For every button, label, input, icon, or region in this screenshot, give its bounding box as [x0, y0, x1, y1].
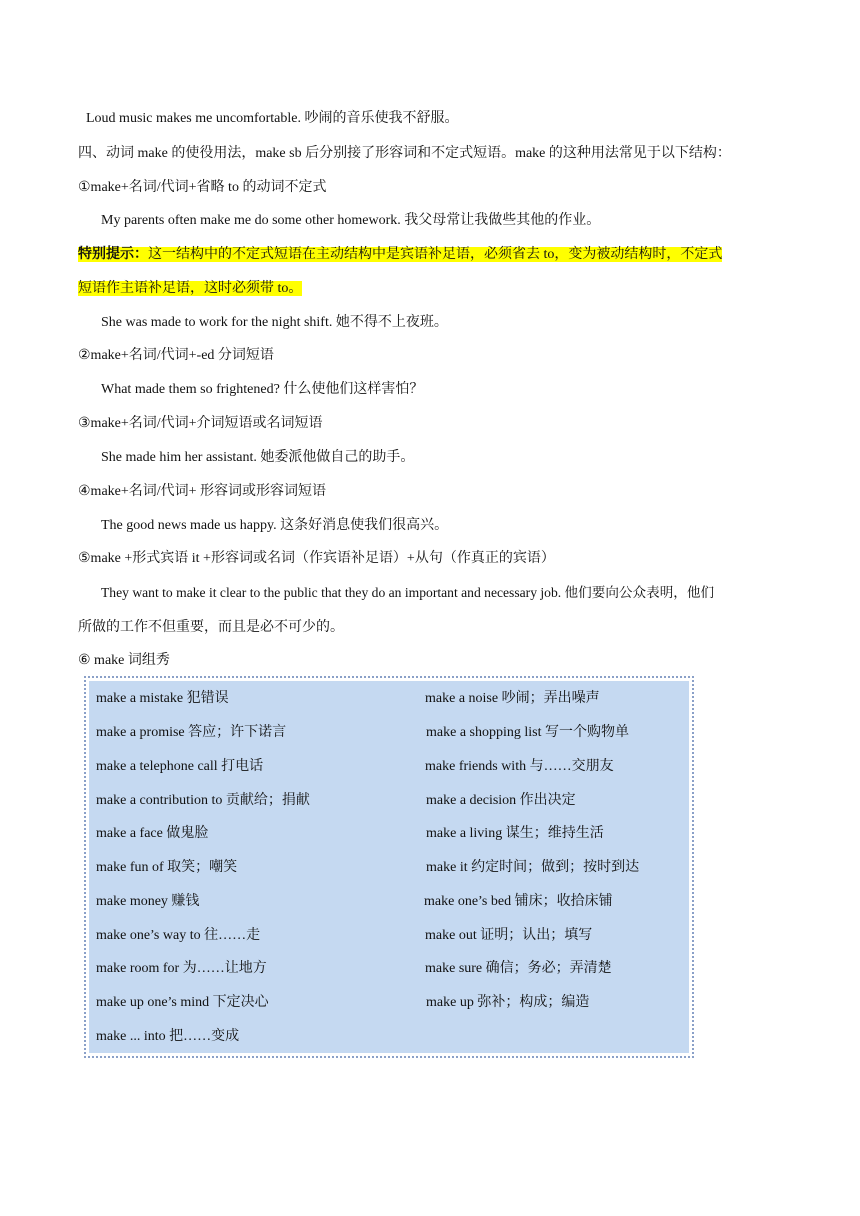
phrase-left: make a contribution to 贡献给；捐献	[96, 793, 310, 808]
phrase-left: make a telephone call 打电话	[96, 759, 264, 774]
example-night-shift: She was made to work for the night shift. 她不得不上夜班。	[101, 315, 448, 330]
example-public: They want to make it clear to the public that they do an important and necessary job. 他们要向公众表明，他们	[101, 585, 715, 600]
phrase-right: make sure 确信；务必；弄清楚	[425, 961, 612, 976]
phrase-left: make one’s way to 往……走	[96, 928, 261, 943]
special-note	[78, 238, 784, 306]
special-note-label: 特别提示：	[78, 247, 148, 262]
phrase-left: make up one’s mind 下定决心	[96, 995, 269, 1010]
phrase-right: make out 证明；认出；填写	[425, 928, 593, 943]
phrase-left: make money 赚钱	[96, 894, 200, 909]
example-loud-music: Loud music makes me uncomfortable. 吵闹的音乐使我不舒服。	[86, 111, 459, 126]
phrase-left: make a promise 答应；许下诺言	[96, 725, 287, 740]
structure-2: ②make+名词/代词+-ed 分词短语	[78, 348, 274, 363]
structure-3: ③make+名词/代词+介词短语或名词短语	[78, 416, 323, 431]
structure-5: ⑤make +形式宾语 it +形容词或名词（作宾语补足语）+从句（作真正的宾语）	[78, 551, 555, 566]
phrase-right: make friends with 与……交朋友	[425, 759, 614, 774]
phrase-left: make ... into 把……变成	[96, 1029, 240, 1044]
phrase-right: make a noise 吵闹；弄出噪声	[425, 691, 600, 706]
phrase-left: make room for 为……让地方	[96, 961, 267, 976]
example-good-news: The good news made us happy. 这条好消息使我们很高兴。	[101, 518, 449, 533]
phrase-left: make fun of 取笑；嘲笑	[96, 860, 238, 875]
phrase-right: make a shopping list 写一个购物单	[426, 725, 629, 740]
special-note-text-1: 这一结构中的不定式短语在主动结构中是宾语补足语，必须省去 to，变为被动结构时，不定式	[148, 247, 723, 262]
phrase-left: make a face 做鬼脸	[96, 826, 209, 841]
phrase-right: make up 弥补；构成；编造	[426, 995, 590, 1010]
phrase-right: make one’s bed 铺床；收拾床铺	[424, 894, 613, 909]
structure-1: ①make+名词/代词+省略 to 的动词不定式	[78, 180, 327, 195]
phrase-right: make a decision 作出决定	[426, 793, 576, 808]
example-parents: My parents often make me do some other homework. 我父母常让我做些其他的作业。	[101, 213, 601, 228]
example-public-cont: 所做的工作不但重要，而且是必不可少的。	[78, 620, 344, 635]
phrase-right: make a living 谋生；维持生活	[426, 826, 604, 841]
phrase-right: make it 约定时间；做到；按时到达	[426, 860, 640, 875]
structure-6-phrase-show: ⑥ make 词组秀	[78, 653, 170, 668]
phrase-left: make a mistake 犯错误	[96, 691, 229, 706]
special-note-text-2: 短语作主语补足语，这时必须带 to。	[78, 281, 303, 296]
phrase-box	[84, 676, 694, 1058]
section-heading-causative: 四、动词 make 的使役用法，make sb 后分别接了形容词和不定式短语。make 的这种用法常见于以下结构：	[78, 146, 731, 161]
structure-4: ④make+名词/代词+ 形容词或形容词短语	[78, 484, 327, 499]
example-frightened: What made them so frightened? 什么使他们这样害怕？	[101, 382, 424, 397]
example-assistant: She made him her assistant. 她委派他做自己的助手。	[101, 450, 415, 465]
